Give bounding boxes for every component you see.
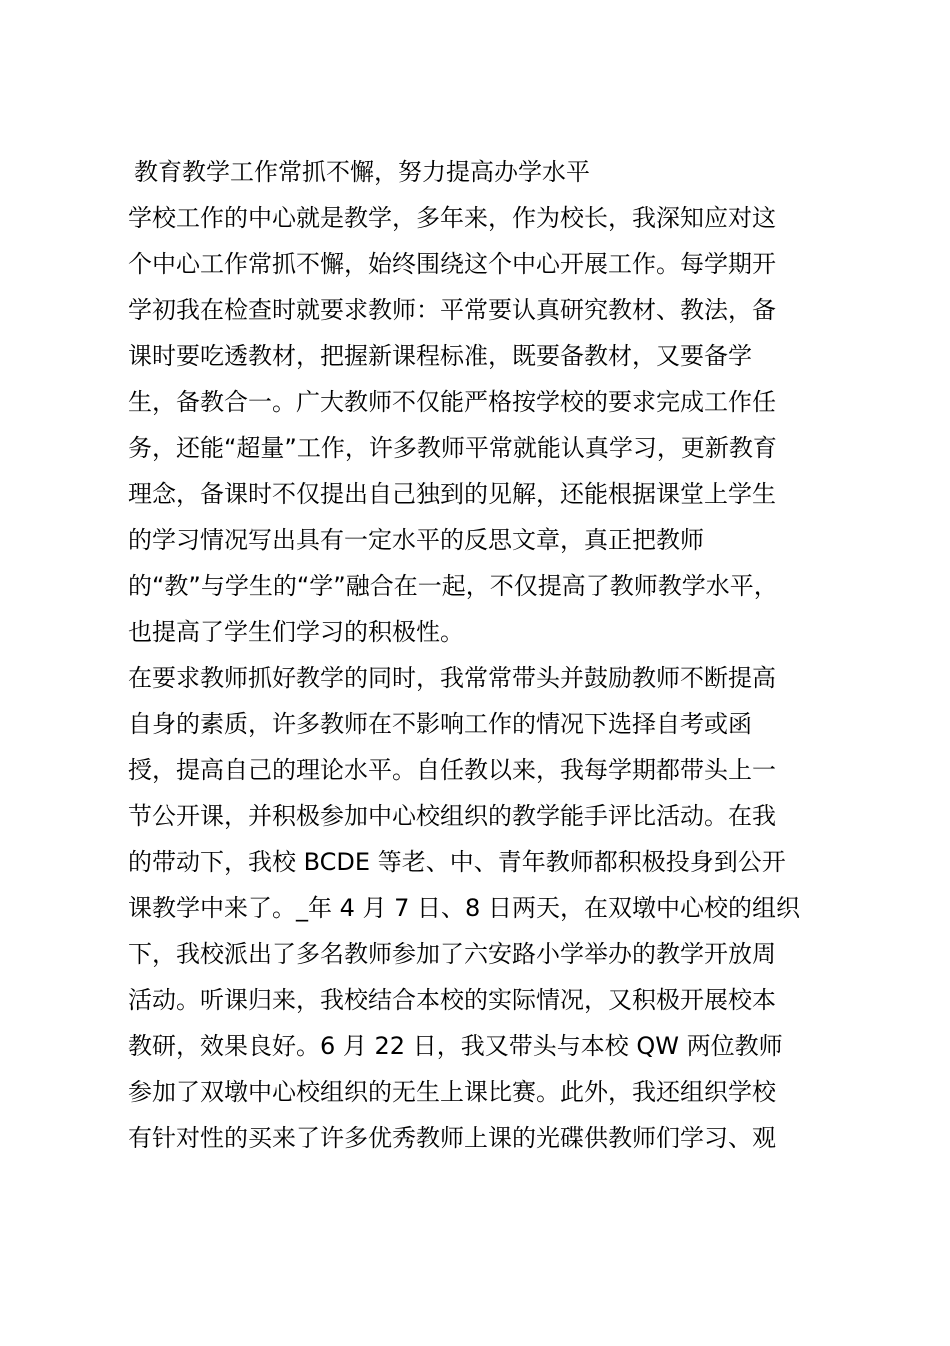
- paragraph-1-line: 课时要吃透教材，把握新课程标准，既要备教材，又要备学: [128, 342, 752, 370]
- paragraph-2-line: 节公开课，并积极参加中心校组织的教学能手评比活动。在我: [128, 802, 776, 830]
- paragraph-2-line: 在要求教师抓好教学的同时，我常常带头并鼓励教师不断提高: [128, 664, 776, 692]
- paragraph-2-line: 教研，效果良好。6 月 22 日，我又带头与本校 QW 两位教师: [128, 1032, 783, 1060]
- paragraph-1-line: 生，备教合一。广大教师不仅能严格按学校的要求完成工作任: [128, 388, 776, 416]
- paragraph-2-line: 下，我校派出了多名教师参加了六安路小学举办的教学开放周: [128, 940, 776, 968]
- section-heading: 教育教学工作常抓不懈，努力提高办学水平: [134, 158, 590, 186]
- paragraph-2-line: 有针对性的买来了许多优秀教师上课的光碟供教师们学习、观: [128, 1124, 776, 1152]
- paragraph-2-line: 活动。听课归来，我校结合本校的实际情况，又积极开展校本: [128, 986, 776, 1014]
- paragraph-2-line: 课教学中来了。_年 4 月 7 日、8 日两天，在双墩中心校的组织: [128, 894, 800, 922]
- paragraph-1-line: 学初我在检查时就要求教师：平常要认真研究教材、教法，备: [128, 296, 776, 324]
- paragraph-1-line: 务，还能“超量”工作，许多教师平常就能认真学习，更新教育: [128, 434, 777, 462]
- paragraph-2-line: 授，提高自己的理论水平。自任教以来，我每学期都带头上一: [128, 756, 776, 784]
- paragraph-1-line: 理念，备课时不仅提出自己独到的见解，还能根据课堂上学生: [128, 480, 776, 508]
- paragraph-2-line: 参加了双墩中心校组织的无生上课比赛。此外，我还组织学校: [128, 1078, 776, 1106]
- paragraph-1-line: 的“教”与学生的“学”融合在一起，不仅提高了教师教学水平，: [128, 572, 778, 600]
- paragraph-1-line: 学校工作的中心就是教学，多年来，作为校长，我深知应对这: [128, 204, 776, 232]
- paragraph-1-line: 的学习情况写出具有一定水平的反思文章，真正把教师: [128, 526, 704, 554]
- paragraph-1-line: 也提高了学生们学习的积极性。: [128, 618, 464, 646]
- paragraph-1-line: 个中心工作常抓不懈，始终围绕这个中心开展工作。每学期开: [128, 250, 776, 278]
- paragraph-2-line: 自身的素质，许多教师在不影响工作的情况下选择自考或函: [128, 710, 752, 738]
- paragraph-2-line: 的带动下，我校 BCDE 等老、中、青年教师都积极投身到公开: [128, 848, 786, 876]
